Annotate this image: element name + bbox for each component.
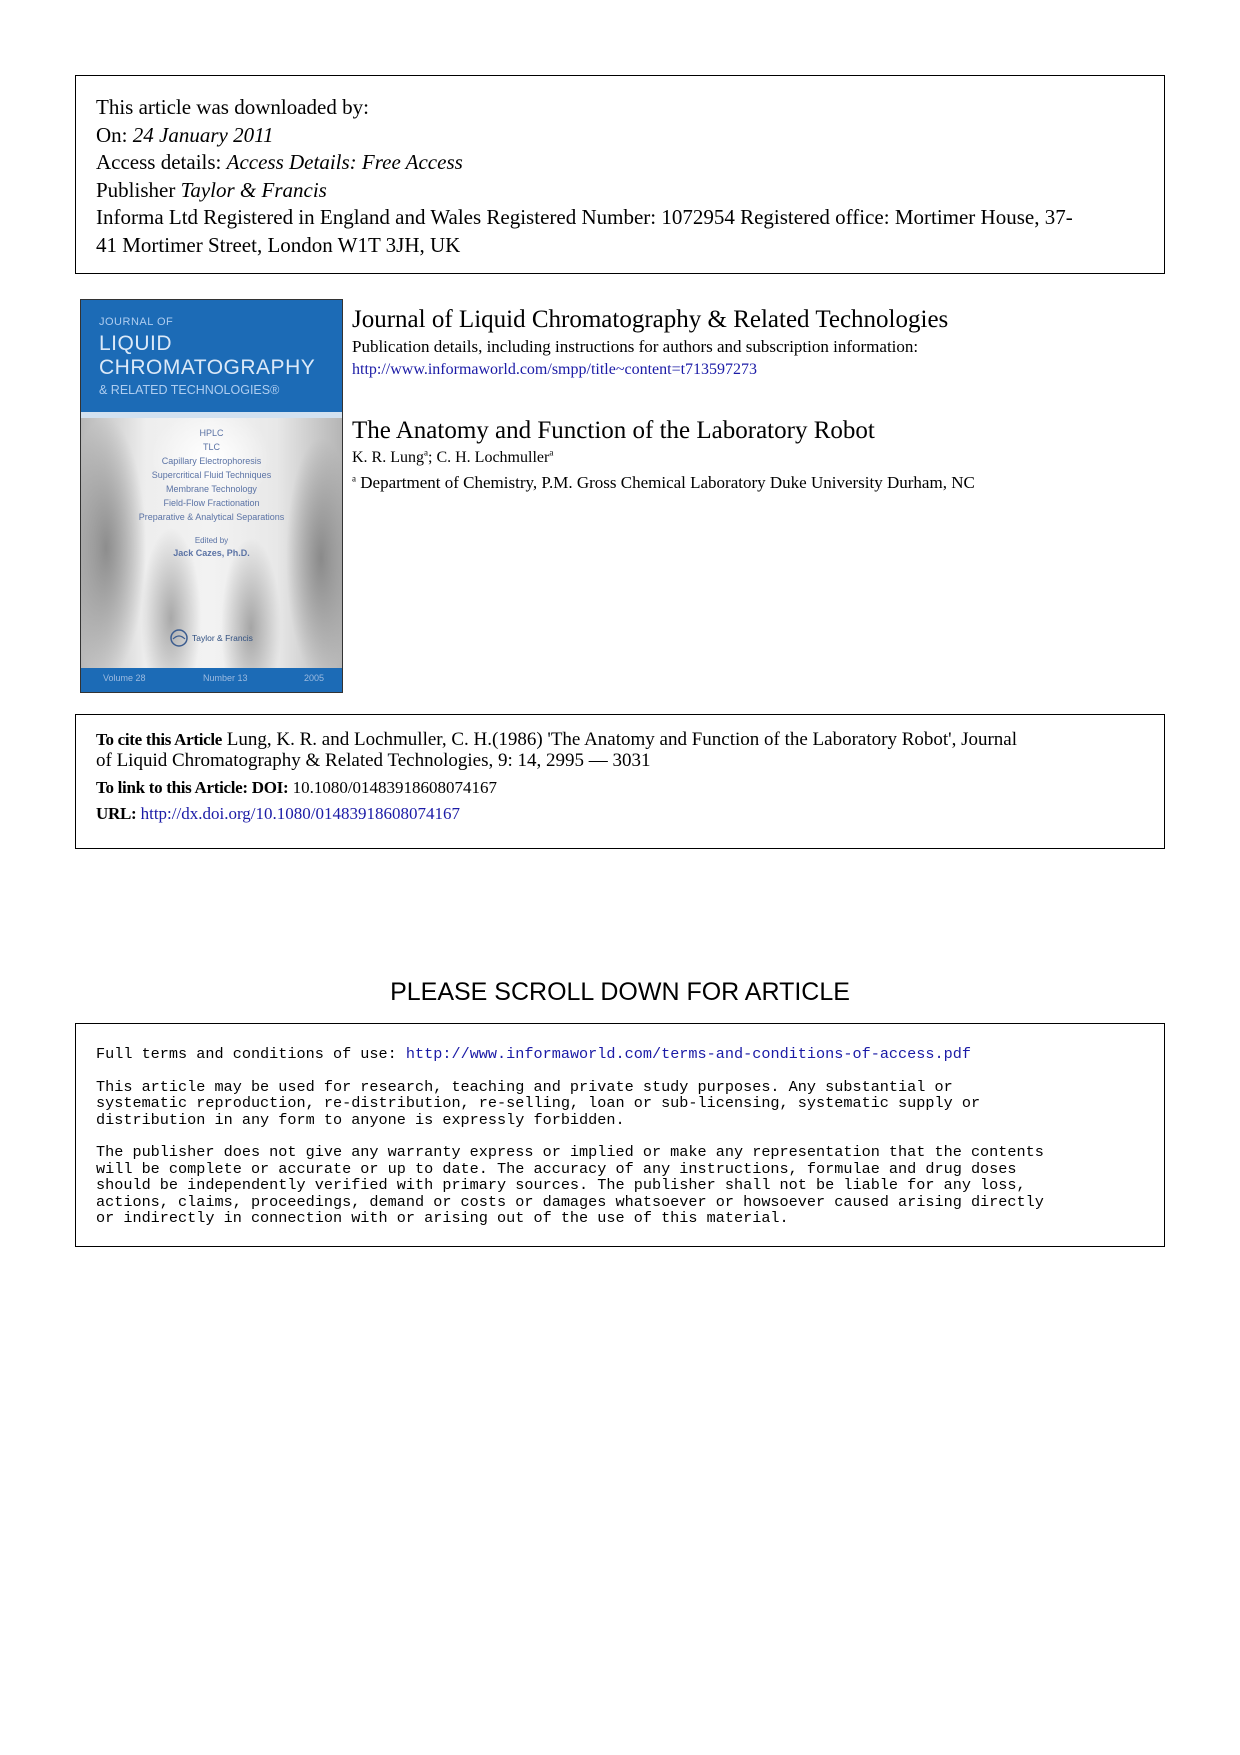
cover-topic: Capillary Electrophoresis xyxy=(161,456,262,466)
informa-line-1: Informa Ltd Registered in England and Wales Registered Number: 1072954 Registered office: Mortimer House, 37- xyxy=(96,205,1073,229)
cover-topic: Field-Flow Fractionation xyxy=(163,498,260,508)
cover-topic: Supercritical Fluid Techniques xyxy=(151,470,272,480)
cover-volume: Volume 28 xyxy=(103,673,146,683)
journal-title: Journal of Liquid Chromatography & Related Technologies xyxy=(352,306,949,333)
cover-journal-of: JOURNAL OF xyxy=(99,316,174,328)
download-date: 24 January 2011 xyxy=(132,122,274,147)
cover-related: & RELATED TECHNOLOGIES® xyxy=(99,383,280,397)
cover-topic: Membrane Technology xyxy=(166,484,257,494)
on-label: On: xyxy=(96,122,133,147)
doi-row xyxy=(96,775,1144,801)
url-label: URL: xyxy=(96,804,137,823)
cover-editor: Jack Cazes, Ph.D. xyxy=(173,548,250,558)
cite-label: To cite this Article xyxy=(96,730,223,749)
citation-box xyxy=(75,714,1165,849)
informa-line-2: 41 Mortimer Street, London W1T 3JH, UK xyxy=(96,232,461,257)
affiliation-text: Department of Chemistry, P.M. Gross Chemical Laboratory Duke University Durham, NC xyxy=(360,473,975,492)
publisher-label: Publisher xyxy=(96,177,181,202)
cover-liquid: LIQUID xyxy=(99,332,173,355)
cover-footer xyxy=(81,668,342,692)
access-details-line xyxy=(96,149,1144,177)
cover-topic: HPLC xyxy=(199,428,224,438)
access-label: Access details: xyxy=(96,150,227,174)
doi-url-link[interactable]: http://dx.doi.org/10.1080/01483918608074167 xyxy=(140,804,460,823)
citation-line-1 xyxy=(96,729,1144,750)
cover-chromatography: CHROMATOGRAPHY xyxy=(99,356,316,379)
publisher-value: Taylor & Francis xyxy=(180,177,327,202)
cover-edited-by: Edited by xyxy=(194,536,229,545)
download-info-box xyxy=(75,75,1165,274)
affil-mark: a xyxy=(549,447,554,458)
affil-mark: a xyxy=(424,447,428,458)
author-1: K. R. Lung xyxy=(352,449,424,466)
doi-label: To link to this Article: DOI: xyxy=(96,778,289,797)
cover-topic: Preparative & Analytical Separations xyxy=(138,512,285,522)
article-authors: K. R. Lung$^a$; C. H. Lochmuller$^a$ xyxy=(352,447,554,466)
cover-publisher-name: Taylor & Francis xyxy=(192,633,253,643)
cover-topic: TLC xyxy=(202,442,220,452)
citation-text-2: of Liquid Chromatography & Related Technologies, 9: 14, 2995 — 3031 xyxy=(96,750,651,771)
citation-text-1: Lung, K. R. and Lochmuller, C. H.(1986) 'The Anatomy and Function of the Laboratory Robot', Journal xyxy=(226,729,1018,750)
access-value: Access Details: Free Access xyxy=(226,150,463,174)
author-affiliation xyxy=(352,473,975,493)
terms-paragraph-2: The publisher does not give any warranty express or implied or make any representation that the contents will be complete or accurate or up to date. The accuracy of any instructions, formulae and drug doses should be independently verified with primary sources. The publisher shall not be liable for any loss, actions, claims, proceedings, demand or costs or damages whatsoever or howsoever caused arising directly or indirectly in connection with or arising out of the use of this material. xyxy=(96,1143,1044,1227)
terms-paragraph-1: This article may be used for research, teaching and private study purposes. Any substantial or systematic reproduction, re-distribution, re-selling, loan or sub-licensing, systematic supply or distribution in any form to anyone is expressly forbidden. xyxy=(96,1077,981,1129)
cover-header xyxy=(81,300,342,412)
terms-line xyxy=(96,1046,1144,1063)
publisher-line xyxy=(96,177,1144,205)
cover-year: 2005 xyxy=(304,673,325,683)
publication-details: Publication details, including instructions for authors and subscription information: xyxy=(352,337,919,356)
affil-mark: a xyxy=(352,473,356,484)
terms-box xyxy=(75,1023,1165,1247)
url-row xyxy=(96,801,1144,827)
downloaded-by-line: This article was downloaded by: xyxy=(96,95,369,119)
doi-value: 10.1080/01483918608074167 xyxy=(292,778,498,797)
download-date-line xyxy=(96,122,1144,150)
cover-number: Number 13 xyxy=(203,673,248,683)
cover-artwork xyxy=(81,418,342,670)
terms-label: Full terms and conditions of use: xyxy=(96,1045,406,1063)
cover-topic-list xyxy=(81,426,342,524)
cover-publisher-logo xyxy=(169,628,253,648)
terms-url-link[interactable]: http://www.informaworld.com/terms-and-conditions-of-access.pdf xyxy=(405,1045,971,1063)
scroll-down-notice: PLEASE SCROLL DOWN FOR ARTICLE xyxy=(390,978,850,1006)
journal-url-link[interactable]: http://www.informaworld.com/smpp/title~content=t713597273 xyxy=(352,361,758,378)
author-2: C. H. Lochmuller xyxy=(436,449,550,466)
article-title: The Anatomy and Function of the Laboratory Robot xyxy=(352,417,875,444)
taylor-francis-logo-icon xyxy=(169,628,189,648)
journal-cover-image xyxy=(80,299,343,693)
